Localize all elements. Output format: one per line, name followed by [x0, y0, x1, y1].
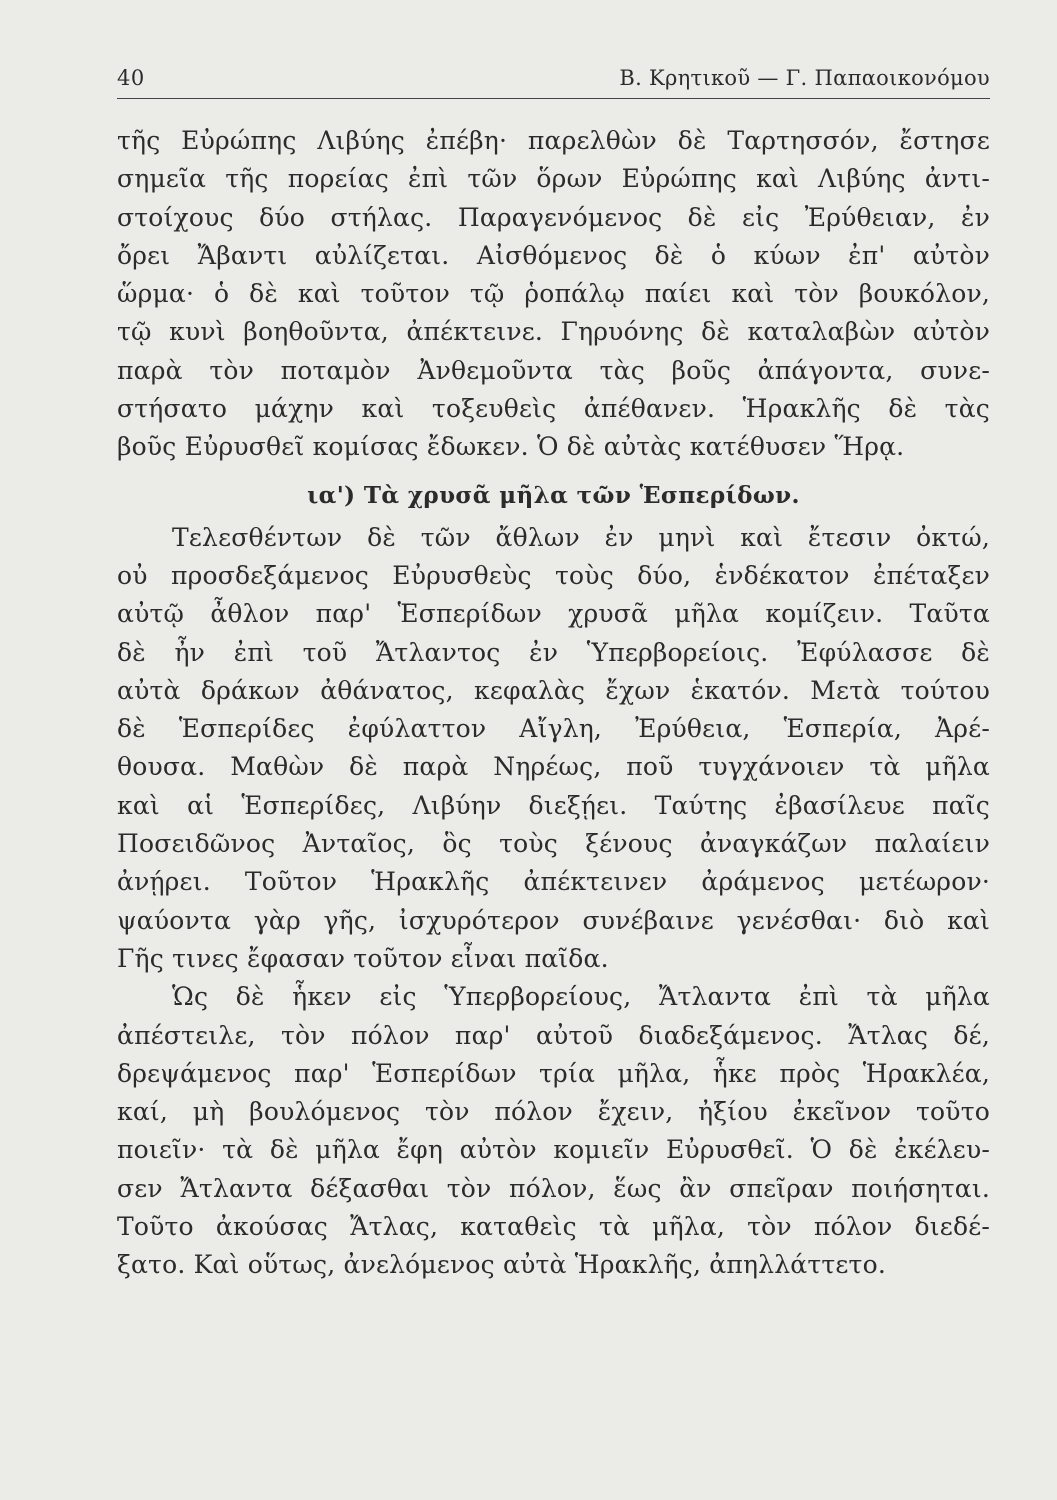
paragraph [117, 978, 990, 1284]
text-line: Ποσειδῶνος Ἀνταῖος, ὃς τοὺς ξένους ἀναγκάζων παλαίειν [117, 829, 990, 859]
text-line: καὶ αἱ Ἑσπερίδες, Λιβύην διεξῄει. Ταύτης ἐβασίλευε παῖς [117, 790, 990, 820]
text-line: ἀπέστειλε, τὸν πόλον παρ' αὐτοῦ διαδεξάμενος. Ἄτλας δέ, [117, 1020, 990, 1050]
text-line: αὐτῷ ἆθλον παρ' Ἑσπερίδων χρυσᾶ μῆλα κομίζειν. Ταῦτα [117, 599, 990, 629]
text-line: τῷ κυνὶ βοηθοῦντα, ἀπέκτεινε. Γηρυόνης δὲ καταλαβὼν αὐτὸν [117, 317, 990, 347]
page-header [117, 62, 990, 99]
text-line: δρεψάμενος παρ' Ἑσπερίδων τρία μῆλα, ἧκε πρὸς Ἡρακλέα, [117, 1058, 990, 1088]
text-line: ὥρμα· ὁ δὲ καὶ τοῦτον τῷ ῥοπάλῳ παίει καὶ τὸν βουκόλον, [117, 279, 990, 309]
paragraph [117, 122, 990, 467]
text-line: ψαύοντα γὰρ γῆς, ἰσχυρότερον συνέβαινε γενέσθαι· διὸ καὶ [117, 905, 990, 935]
paragraph [117, 519, 990, 979]
text-line: στήσατο μάχην καὶ τοξευθεὶς ἀπέθανεν. Ἡρακλῆς δὲ τὰς [117, 394, 990, 424]
text-line: Τοῦτο ἀκούσας Ἄτλας, καταθεὶς τὰ μῆλα, τὸν πόλον διεδέ- [117, 1212, 990, 1242]
text-line: σημεῖα τῆς πορείας ἐπὶ τῶν ὅρων Εὐρώπης καὶ Λιβύης ἀντι- [117, 164, 990, 194]
text-line: βοῦς Εὐρυσθεῖ κομίσας ἔδωκεν. Ὁ δὲ αὐτὰς κατέθυσεν Ἥρᾳ. [117, 432, 905, 462]
text-line: ξατο. Καὶ οὕτως, ἀνελόμενος αὐτὰ Ἡρακλῆς, ἀπηλλάττετο. [117, 1250, 886, 1280]
text-line: ὄρει Ἄβαντι αὐλίζεται. Αἰσθόμενος δὲ ὁ κύων ἐπ' αὐτὸν [117, 240, 990, 270]
text-line: Τελεσθέντων δὲ τῶν ἄθλων ἐν μηνὶ καὶ ἔτεσιν ὀκτώ, [172, 522, 990, 552]
text-line: στοίχους δύο στήλας. Παραγενόμενος δὲ εἰς Ἐρύθειαν, ἐν [117, 202, 990, 232]
text-line: οὐ προσδεξάμενος Εὐρυσθεὺς τοὺς δύο, ἑνδέκατον ἐπέταξεν [117, 560, 990, 590]
text-line: αὐτὰ δράκων ἀθάνατος, κεφαλὰς ἔχων ἑκατόν. Μετὰ τούτου [117, 675, 990, 705]
text-line: Ὡς δὲ ἧκεν εἰς Ὑπερβορείους, Ἄτλαντα ἐπὶ τὰ μῆλα [172, 982, 990, 1012]
text-line: δὲ ἦν ἐπὶ τοῦ Ἄτλαντος ἐν Ὑπερβορείοις. Ἐφύλασσε δὲ [117, 637, 990, 667]
text-body [117, 122, 990, 1285]
text-line: σεν Ἄτλαντα δέξασθαι τὸν πόλον, ἕως ἂν σπεῖραν ποιήσηται. [117, 1173, 990, 1203]
text-line: τῆς Εὐρώπης Λιβύης ἐπέβη· παρελθὼν δὲ Ταρτησσόν, ἔστησε [117, 126, 990, 155]
text-line: θουσα. Μαθὼν δὲ παρὰ Νηρέως, ποῦ τυγχάνοιεν τὰ μῆλα [117, 752, 990, 782]
text-line: καί, μὴ βουλόμενος τὸν πόλον ἔχειν, ἠξίου ἐκεῖνον τοῦτο [117, 1097, 990, 1127]
section-heading: ια') Τὰ χρυσᾶ μῆλα τῶν Ἑσπερίδων. [307, 481, 800, 509]
running-head: Β. Κρητικοῦ — Γ. Παπαοικονόμου [619, 66, 990, 90]
page-number: 40 [117, 66, 145, 90]
text-line: ἀνῄρει. Τοῦτον Ἡρακλῆς ἀπέκτεινεν ἀράμενος μετέωρον· [117, 867, 990, 897]
text-line: παρὰ τὸν ποταμὸν Ἀνθεμοῦντα τὰς βοῦς ἀπάγοντα, συνε- [117, 355, 990, 385]
text-line: δὲ Ἑσπερίδες ἐφύλαττον Αἴγλη, Ἐρύθεια, Ἑσπερία, Ἀρέ- [117, 714, 990, 744]
text-line: ποιεῖν· τὰ δὲ μῆλα ἔφη αὐτὸν κομιεῖν Εὐρυσθεῖ. Ὁ δὲ ἐκέλευ- [117, 1135, 990, 1165]
text-line: Γῆς τινες ἔφασαν τοῦτον εἶναι παῖδα. [117, 943, 609, 973]
